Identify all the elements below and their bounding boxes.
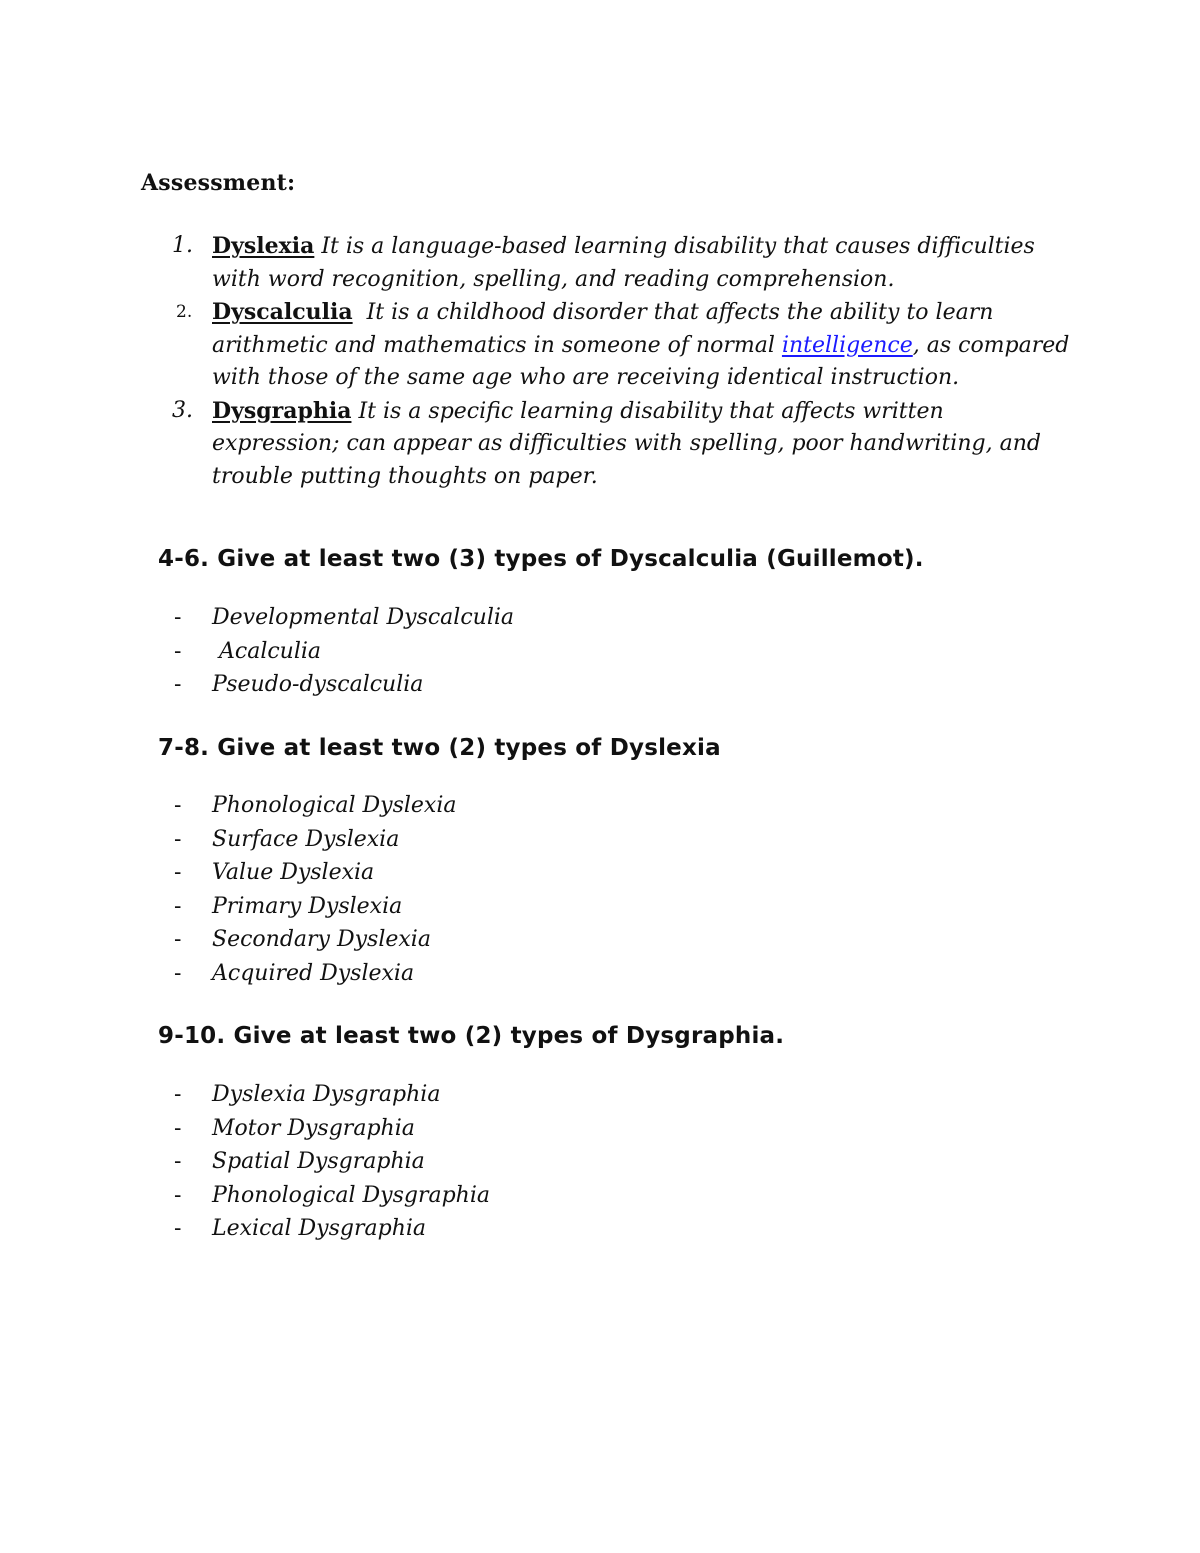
list-item [172, 856, 872, 890]
dash-bullet: - [174, 672, 182, 697]
list-item [172, 923, 872, 957]
list-item [172, 823, 872, 857]
dysgraphia-types-list [172, 1078, 872, 1246]
term-dysgraphia: Dysgraphia [212, 397, 352, 424]
dash-bullet: - [174, 1149, 182, 1174]
question-dysgraphia-types: 9-10. Give at least two (2) types of Dysgraphia. [158, 1023, 785, 1049]
list-number: 1. [172, 233, 193, 258]
definition-text: It is a childhood disorder that affects the ability to learn arithmetic and mathematics in someone of normal [212, 300, 1001, 358]
list-item-text: Surface Dyslexia [212, 826, 400, 852]
dyscalculia-types-list [172, 601, 872, 702]
dash-bullet: - [174, 927, 182, 952]
list-number: 3. [172, 397, 193, 423]
list-item-text: Phonological Dysgraphia [212, 1182, 490, 1208]
list-item-text: Dyslexia Dysgraphia [212, 1082, 441, 1107]
question-dyslexia-types: 7-8. Give at least two (2) types of Dyslexia [158, 735, 721, 761]
dash-bullet: - [174, 960, 182, 986]
dash-bullet: - [174, 860, 182, 885]
list-item-text: Lexical Dysgraphia [212, 1216, 427, 1241]
list-item [172, 957, 872, 991]
dash-bullet: - [174, 1082, 182, 1107]
list-item [172, 635, 872, 669]
list-item-text: Value Dyslexia [212, 860, 375, 885]
intelligence-link[interactable]: intelligence [781, 332, 913, 358]
list-item-text: Pseudo-dyscalculia [212, 672, 424, 697]
list-item [172, 1145, 872, 1179]
list-item-text: Acalculia [212, 638, 322, 664]
question-dyscalculia-types: 4-6. Give at least two (3) types of Dyscalculia (Guillemot). [158, 546, 924, 572]
dash-bullet: - [174, 605, 182, 630]
list-item [172, 1212, 872, 1246]
term-dyslexia: Dyslexia [212, 233, 315, 259]
list-item [172, 668, 872, 702]
definition-text: , as compared with those of the same age who are receiving identical instruction. [212, 332, 1070, 390]
list-item-text: Phonological Dyslexia [212, 793, 457, 818]
list-item-text: Acquired Dyslexia [212, 960, 415, 986]
dash-bullet: - [174, 1216, 182, 1241]
dash-bullet: - [174, 1182, 182, 1208]
dash-bullet: - [174, 893, 182, 919]
list-item-text: Primary Dyslexia [212, 893, 403, 919]
list-item [172, 789, 872, 823]
dash-bullet: - [174, 826, 182, 852]
list-item [172, 1078, 872, 1112]
dash-bullet: - [174, 638, 182, 664]
list-item [172, 1179, 872, 1213]
dash-bullet: - [174, 793, 182, 818]
list-item-text: Secondary Dyslexia [212, 927, 431, 952]
dyslexia-types-list [172, 789, 872, 990]
list-item [172, 601, 872, 635]
definition-item-dysgraphia [150, 395, 1070, 494]
list-number: 2. [176, 302, 193, 322]
definition-text: It is a language-based learning disability that causes difficulties with word recognition, spelling, and reading comprehension. [212, 234, 1035, 292]
dash-bullet: - [174, 1115, 182, 1141]
definition-item-dyslexia [150, 230, 1070, 296]
definition-text: It is a specific learning disability that affects written expression; can appear as difficulties with spelling, poor handwriting, and trouble putting thoughts on paper. [212, 398, 1041, 489]
list-item [172, 890, 872, 924]
definitions-list [150, 230, 1070, 493]
definition-item-dyscalculia [150, 296, 1070, 395]
list-item [172, 1112, 872, 1146]
list-item-text: Motor Dysgraphia [212, 1115, 415, 1141]
list-item-text: Developmental Dyscalculia [212, 605, 515, 630]
assessment-heading: Assessment: [141, 170, 296, 196]
term-dyscalculia: Dyscalculia [212, 299, 353, 325]
list-item-text: Spatial Dysgraphia [212, 1149, 425, 1174]
